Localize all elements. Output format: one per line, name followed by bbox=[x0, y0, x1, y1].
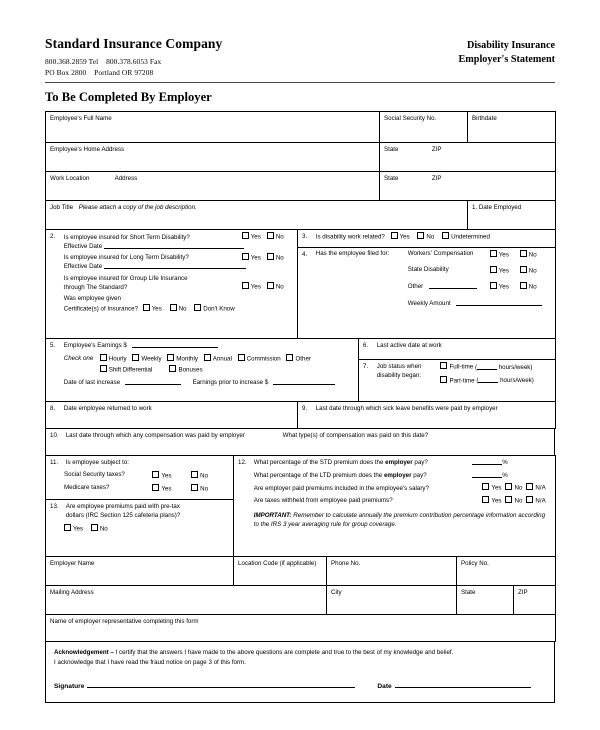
checkbox-icon[interactable] bbox=[167, 354, 174, 361]
table-row bbox=[46, 230, 556, 247]
q12-salary-row bbox=[254, 483, 550, 493]
blank-line[interactable] bbox=[456, 299, 542, 306]
q5-option-bonuses[interactable]: Bonuses bbox=[169, 365, 202, 375]
label-zip: ZIP bbox=[431, 146, 442, 154]
question-13-label-2: dollars (IRC Section 125 cafeteria plans)? bbox=[65, 512, 181, 520]
question-6-label: Last active date at work bbox=[376, 342, 442, 350]
checkbox-icon[interactable] bbox=[169, 365, 176, 372]
signature-label: Signature bbox=[54, 682, 85, 690]
q12-ltd-label-a: What percentage of the LTD premium does the bbox=[253, 471, 383, 479]
checkbox-icon[interactable] bbox=[191, 484, 198, 491]
checkbox-icon[interactable] bbox=[194, 304, 201, 311]
question-8-cell[interactable] bbox=[46, 402, 298, 429]
q4-item-1-label: State Disability bbox=[407, 265, 449, 273]
field-phone-no[interactable]: Phone No. bbox=[327, 556, 457, 585]
q4-item-0-no[interactable]: No bbox=[520, 250, 550, 263]
document-title-line1: Disability Insurance bbox=[466, 40, 555, 51]
question-2 bbox=[50, 232, 294, 313]
q2-group-life-label-2: through The Standard? bbox=[63, 283, 128, 291]
q13-yes[interactable]: Yes bbox=[64, 524, 83, 534]
checkbox-icon[interactable] bbox=[505, 496, 512, 503]
checkbox-icon[interactable] bbox=[267, 232, 274, 239]
q12-salary-label: Are employer paid premiums included in the employee's salary? bbox=[253, 484, 429, 492]
q12-ltd-label-b: employer bbox=[383, 471, 412, 479]
return-to-work-table bbox=[45, 401, 556, 429]
acknowledgement-line2: I acknowledge that I have read the fraud notice on page 3 of this form. bbox=[54, 658, 246, 666]
question-4-number: 4. bbox=[302, 250, 308, 258]
acknowledgement-text bbox=[54, 648, 546, 668]
checkbox-icon[interactable] bbox=[490, 250, 497, 257]
q12-ltd-value[interactable]: % bbox=[472, 471, 508, 480]
checkbox-icon[interactable] bbox=[204, 354, 211, 361]
checkbox-icon[interactable] bbox=[267, 282, 274, 289]
field-home-address[interactable]: Employee's Home Address bbox=[46, 143, 380, 172]
checkbox-icon[interactable] bbox=[490, 266, 497, 273]
checkbox-icon[interactable] bbox=[242, 253, 249, 260]
question-9-label: Last date through which sick leave benefits were paid by employer bbox=[315, 405, 498, 413]
question-10-label-2: What type(s) of compensation was paid on this date? bbox=[282, 432, 429, 440]
q5-check-one-row bbox=[64, 354, 352, 375]
field-policy-no[interactable]: Policy No. bbox=[457, 556, 556, 585]
checkbox-icon[interactable] bbox=[143, 304, 150, 311]
checkbox-icon[interactable] bbox=[100, 354, 107, 361]
question-10-cell[interactable] bbox=[46, 429, 555, 456]
document-title-line2: Employer's Statement bbox=[458, 53, 555, 65]
q5-last-increase-label: Date of last increase bbox=[63, 379, 121, 387]
question-3-label: Is disability work related? bbox=[315, 233, 385, 241]
q11-grid bbox=[64, 471, 230, 497]
question-6-number: 6. bbox=[363, 342, 369, 350]
checkbox-icon[interactable] bbox=[520, 250, 527, 257]
q12-std-row bbox=[254, 458, 550, 467]
q2-certificate-no[interactable]: No bbox=[170, 304, 187, 314]
q4-item-2-yes[interactable]: Yes bbox=[490, 279, 520, 295]
checkbox-icon[interactable] bbox=[100, 365, 107, 372]
q13-options bbox=[64, 524, 230, 534]
table-row bbox=[46, 585, 556, 614]
table-row bbox=[46, 556, 556, 585]
q12-taxes-yes[interactable]: Yes bbox=[482, 496, 501, 506]
q4-item-0-yes[interactable]: Yes bbox=[490, 250, 520, 263]
checkbox-icon[interactable] bbox=[242, 232, 249, 239]
q2-long-term-row bbox=[64, 253, 290, 263]
question-9-cell[interactable] bbox=[298, 402, 556, 429]
q2-group-life-yes[interactable]: Yes bbox=[242, 282, 261, 292]
q2-group-life-row bbox=[64, 274, 290, 293]
q4-item-1-no[interactable]: No bbox=[520, 263, 550, 279]
q4-grid bbox=[316, 250, 550, 311]
checkbox-icon[interactable] bbox=[490, 282, 497, 289]
checkbox-icon[interactable] bbox=[286, 354, 293, 361]
question-7-label-1: Job status when bbox=[376, 363, 422, 371]
q12-std-value[interactable]: % bbox=[472, 458, 508, 467]
q5-check-one-label: Check one bbox=[63, 354, 94, 362]
q12-important-note bbox=[254, 511, 550, 530]
checkbox-icon[interactable] bbox=[170, 304, 177, 311]
table-row bbox=[46, 339, 556, 360]
tax-premium-table bbox=[45, 455, 556, 556]
q12-salary-yes[interactable]: Yes bbox=[482, 483, 501, 493]
q12-important-text: Remember to calculate annually the premium contribution percentage information according to the IRS 3 year averaging rule for group coverage. bbox=[253, 511, 546, 529]
checkbox-icon[interactable] bbox=[242, 282, 249, 289]
q2-short-term-row bbox=[64, 232, 290, 242]
checkbox-icon[interactable] bbox=[520, 266, 527, 273]
blank-line[interactable] bbox=[125, 378, 181, 385]
field-employer-zip[interactable]: ZIP bbox=[514, 585, 556, 614]
letterhead bbox=[45, 36, 555, 83]
employer-info-table bbox=[45, 556, 556, 642]
blank-line[interactable] bbox=[477, 363, 497, 370]
employee-identity-table bbox=[45, 111, 556, 230]
question-5-number: 5. bbox=[50, 342, 56, 350]
checkbox-icon[interactable] bbox=[64, 524, 71, 531]
q12-taxes-label: Are taxes withheld from employee paid premiums? bbox=[253, 497, 393, 505]
document-title bbox=[459, 39, 555, 67]
q4-weekly-amount[interactable]: Weekly Amount bbox=[408, 295, 550, 311]
field-work-location[interactable]: Work Location Address bbox=[46, 172, 380, 201]
q2-effective-date-2[interactable]: Effective Date bbox=[64, 262, 290, 271]
checkbox-icon[interactable] bbox=[520, 282, 527, 289]
table-row bbox=[46, 614, 556, 641]
q11-row bbox=[64, 471, 230, 484]
question-4-cell bbox=[298, 247, 556, 339]
table-row bbox=[46, 456, 556, 499]
acknowledgement-table bbox=[45, 641, 555, 703]
q12-std-label-a: What percentage of the STD premium does the bbox=[253, 459, 384, 467]
label-work-state: State bbox=[384, 175, 399, 183]
q2-long-term-yes[interactable]: Yes bbox=[242, 253, 261, 263]
question-3-number: 3. bbox=[302, 233, 308, 241]
q2-long-term-no[interactable]: No bbox=[267, 253, 284, 263]
label-work-address: Address bbox=[114, 175, 138, 183]
q2-short-term-label: Is employee insured for Short Term Disability? bbox=[63, 233, 190, 241]
q4-item-2-label: Other bbox=[408, 279, 490, 295]
question-8-number: 8. bbox=[50, 405, 56, 413]
date-input[interactable] bbox=[395, 680, 531, 688]
question-13 bbox=[50, 502, 230, 521]
question-4-label: Has the employee filed for: bbox=[315, 249, 390, 257]
field-employer-name[interactable]: Employer Name bbox=[46, 556, 234, 585]
company-address: PO Box 2800 Portland OR 97208 bbox=[45, 67, 154, 77]
checkbox-icon[interactable] bbox=[417, 232, 424, 239]
field-location-code[interactable]: Location Code (if applicable) bbox=[234, 556, 327, 585]
q5-option-shift-differential[interactable]: Shift Differential bbox=[100, 365, 162, 375]
q2-long-term-label: Is employee insured for Long Term Disability? bbox=[63, 254, 189, 262]
q2-group-life-label-1: Is employee insured for Group Life Insurance bbox=[63, 274, 188, 282]
q5-option-monthly[interactable]: Monthly bbox=[167, 354, 198, 364]
label-work-zip: ZIP bbox=[431, 175, 442, 183]
q11-row bbox=[64, 484, 230, 497]
question-2-number: 2. bbox=[50, 233, 56, 241]
q4-item-2-no[interactable]: No bbox=[520, 279, 550, 295]
q2-certificate-row bbox=[64, 294, 290, 313]
field-birthdate[interactable]: Birthdate bbox=[468, 112, 556, 143]
blank-line[interactable] bbox=[104, 262, 246, 269]
blank-line[interactable] bbox=[472, 471, 502, 478]
checkbox-icon[interactable] bbox=[152, 484, 159, 491]
checkbox-icon[interactable] bbox=[440, 376, 447, 383]
q11-row-1-yes[interactable]: Yes bbox=[152, 484, 191, 497]
field-work-state-zip[interactable] bbox=[380, 172, 556, 201]
blank-line[interactable] bbox=[478, 376, 498, 383]
q13-no[interactable]: No bbox=[91, 524, 108, 534]
q11-row-0-no[interactable]: No bbox=[191, 471, 230, 484]
q11-row-1-no[interactable]: No bbox=[191, 484, 230, 497]
q12-ltd-row bbox=[254, 471, 550, 480]
table-row bbox=[46, 172, 556, 201]
field-job-title[interactable]: Job Title Please attach a copy of the job description. bbox=[46, 201, 468, 230]
table-row bbox=[46, 112, 556, 143]
page-title: To Be Completed By Employer bbox=[45, 90, 212, 105]
insurance-coverage-table bbox=[45, 229, 556, 339]
q2-short-term-no[interactable]: No bbox=[267, 232, 284, 242]
q2-group-life-no[interactable]: No bbox=[267, 282, 284, 292]
question-7-number: 7. bbox=[363, 363, 369, 371]
blank-line[interactable] bbox=[472, 458, 502, 465]
checkbox-icon[interactable] bbox=[440, 362, 447, 369]
q12-salary-no[interactable]: No bbox=[505, 483, 522, 493]
table-row bbox=[46, 143, 556, 172]
date-label: Date bbox=[377, 682, 392, 690]
form-sheet bbox=[45, 36, 555, 703]
header-divider bbox=[45, 82, 555, 83]
checkbox-icon[interactable] bbox=[152, 471, 159, 478]
table-row bbox=[46, 429, 555, 456]
acknowledgement-cell bbox=[46, 641, 555, 702]
blank-line[interactable] bbox=[429, 282, 477, 289]
compensation-table bbox=[45, 428, 555, 456]
blank-line[interactable] bbox=[132, 341, 218, 348]
q5-options-row1 bbox=[100, 354, 315, 364]
q4-item-1-yes[interactable]: Yes bbox=[490, 263, 520, 279]
checkbox-icon[interactable] bbox=[482, 483, 489, 490]
question-10-label: Last date through which any compensation was paid by employer bbox=[65, 432, 245, 440]
q2-certificate-label-1: Was employee given bbox=[63, 295, 121, 303]
checkbox-icon[interactable] bbox=[442, 232, 449, 239]
checkbox-icon[interactable] bbox=[526, 483, 533, 490]
q5-earnings-row[interactable] bbox=[64, 341, 352, 350]
checkbox-icon[interactable] bbox=[505, 483, 512, 490]
q2-certificate-label-2: Certificate(s) of Insurance? bbox=[63, 305, 139, 313]
q12-taxes-na[interactable]: N/A bbox=[526, 496, 545, 506]
checkbox-icon[interactable] bbox=[267, 253, 274, 260]
checkbox-icon[interactable] bbox=[391, 232, 398, 239]
question-9-number: 9. bbox=[302, 405, 308, 413]
q3-undetermined[interactable]: Undetermined bbox=[442, 232, 490, 242]
field-ssn[interactable]: Social Security No. bbox=[380, 112, 468, 143]
question-2-cell bbox=[46, 230, 298, 339]
question-11-number: 11. bbox=[50, 459, 59, 467]
q12-taxes-row bbox=[254, 496, 550, 506]
q12-taxes-no[interactable]: No bbox=[505, 496, 522, 506]
q5-earnings-label: Employee's Earnings $ bbox=[63, 342, 127, 350]
q3-no[interactable]: No bbox=[417, 232, 434, 242]
signature-row bbox=[54, 680, 546, 692]
q11-row-0-yes[interactable]: Yes bbox=[152, 471, 191, 484]
q5-increase-row bbox=[64, 378, 352, 387]
question-13-number: 13. bbox=[50, 502, 59, 510]
table-row bbox=[46, 201, 556, 230]
question-11-cell bbox=[46, 456, 234, 499]
q2-certificate-dont-know[interactable]: Don't Know bbox=[194, 304, 234, 314]
q7-part-time[interactable]: Part-time ( hours/week) bbox=[440, 376, 546, 386]
q5-option-commission[interactable]: Commission bbox=[238, 354, 281, 364]
q12-ltd-label-c: pay? bbox=[413, 471, 427, 479]
q4-row bbox=[316, 250, 550, 263]
blank-line[interactable] bbox=[104, 242, 244, 249]
q7-full-time[interactable]: Full-time ( hours/week) bbox=[440, 362, 546, 372]
q12-std-label-b: employer bbox=[385, 459, 413, 467]
question-10-number: 10. bbox=[50, 432, 59, 440]
table-row bbox=[46, 402, 556, 429]
q12-important-label: IMPORTANT: bbox=[253, 511, 292, 519]
q12-salary-na[interactable]: N/A bbox=[526, 483, 545, 493]
q5-options-row2 bbox=[100, 365, 315, 375]
q2-short-term-yes[interactable]: Yes bbox=[242, 232, 261, 242]
q5-earnings-prior-label: Earnings prior to increase $ bbox=[192, 379, 269, 387]
field-home-state-zip[interactable] bbox=[380, 143, 556, 172]
q2-certificate-yes[interactable]: Yes bbox=[143, 304, 162, 314]
question-11-label: Is employee subject to: bbox=[65, 459, 130, 467]
label-state: State bbox=[384, 146, 399, 154]
company-name: Standard Insurance Company bbox=[45, 36, 223, 51]
q5-option-annual[interactable]: Annual bbox=[204, 354, 232, 364]
job-title-note: Please attach a copy of the job description. bbox=[78, 204, 197, 212]
question-13-label-1: Are employee premiums paid with pre-tax bbox=[65, 502, 180, 510]
checkbox-icon[interactable] bbox=[238, 354, 245, 361]
table-row bbox=[46, 641, 555, 702]
question-7-cell bbox=[359, 360, 556, 402]
question-12-number: 12. bbox=[238, 459, 247, 467]
company-phone-fax: 800.368.2859 Tel 800.378.6053 Fax bbox=[45, 57, 162, 66]
question-11 bbox=[50, 458, 230, 467]
blank-line[interactable] bbox=[273, 378, 335, 385]
q3-yes[interactable]: Yes bbox=[391, 232, 410, 242]
signature-input[interactable] bbox=[87, 680, 355, 688]
question-3-cell bbox=[298, 230, 556, 247]
question-13-cell bbox=[46, 499, 234, 556]
field-employer-state[interactable]: State bbox=[457, 585, 514, 614]
field-employee-full-name[interactable]: Employee's Full Name bbox=[46, 112, 380, 143]
question-7-label-2: disability began: bbox=[376, 372, 422, 380]
question-12-cell bbox=[234, 456, 556, 556]
checkbox-icon[interactable] bbox=[526, 496, 533, 503]
q12-std-label-c: pay? bbox=[414, 459, 428, 467]
field-city[interactable]: City bbox=[327, 585, 457, 614]
question-8-label: Date employee returned to work bbox=[63, 405, 152, 413]
checkbox-icon[interactable] bbox=[132, 354, 139, 361]
checkbox-icon[interactable] bbox=[91, 524, 98, 531]
earnings-table bbox=[45, 338, 556, 402]
q5-option-hourly[interactable]: Hourly bbox=[100, 354, 127, 364]
field-rep-name[interactable]: Name of employer representative completing this form bbox=[46, 614, 556, 641]
acknowledgement-label: Acknowledgement – bbox=[54, 648, 114, 656]
question-5-cell bbox=[46, 339, 359, 402]
q2-effective-date-1[interactable]: Effective Date bbox=[64, 242, 290, 251]
question-6-cell[interactable] bbox=[359, 339, 556, 360]
field-date-employed[interactable]: 1. Date Employed bbox=[468, 201, 556, 230]
q11-row-1-label: Medicare taxes? bbox=[64, 483, 110, 491]
q5-option-weekly[interactable]: Weekly bbox=[132, 354, 161, 364]
field-mailing-address[interactable]: Mailing Address bbox=[46, 585, 327, 614]
q5-option-other[interactable]: Other bbox=[286, 354, 310, 364]
q4-item-0-label: Workers' Compensation bbox=[407, 249, 474, 257]
acknowledgement-line1: I certify that the answers I have made to the above questions are complete and true to the best of my knowledge and belief. bbox=[115, 648, 454, 656]
checkbox-icon[interactable] bbox=[482, 496, 489, 503]
q11-row-0-label: Social Security taxes? bbox=[64, 470, 125, 478]
checkbox-icon[interactable] bbox=[191, 471, 198, 478]
